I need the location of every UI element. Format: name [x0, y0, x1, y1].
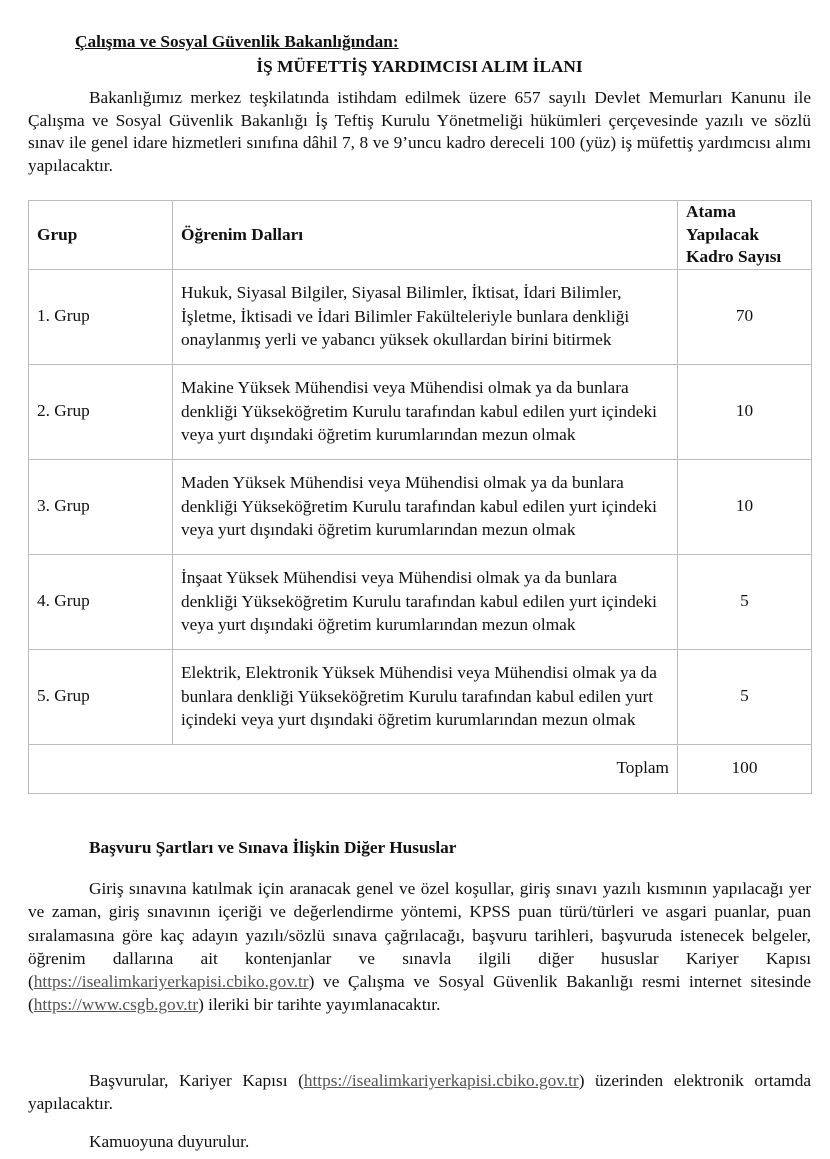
group-name: 5. Grup — [29, 649, 173, 744]
header-dallar: Öğrenim Dalları — [173, 201, 678, 270]
group-name: 3. Grup — [29, 459, 173, 554]
requirements-paragraph — [28, 877, 811, 1017]
group-fields: Hukuk, Siyasal Bilgiler, Siyasal Bilimler, İktisat, İdari Bilimler, İşletme, İktisadi ve İdari Bilimler Fakülteleriyle bunlara denkliği onaylanmış yerli ve yabancı yüksek okullardan birini bitirmek — [173, 269, 678, 364]
group-quota: 10 — [678, 459, 812, 554]
table-row — [29, 459, 812, 554]
application-paragraph — [28, 1070, 811, 1115]
group-name: 2. Grup — [29, 364, 173, 459]
paragraph-text: ) üzerinden elektronik ortamda yapılacaktır. — [28, 1071, 812, 1113]
total-value: 100 — [678, 744, 812, 793]
table-header-row — [29, 201, 812, 270]
group-quota: 70 — [678, 269, 812, 364]
group-quota: 5 — [678, 649, 812, 744]
paragraph-text: ) ileriki bir tarihte yayımlanacaktır. — [198, 995, 441, 1015]
paragraph-text: Giriş sınavına katılmak için aranacak genel ve özel koşullar, giriş sınavı yazılı kısmının yapılacağı yer ve zaman, giriş sınavının içeriği ve değerlendirme yöntemi, KPSS puan türü/türleri ve asgari puanlar, puan sıralamasına göre kaç adayın yazılı/sözlü sınava çağrılacağı, başvuru tarihleri, başvuruda istenecek belgeler, öğrenim dallarına ait kontenjanlar ve sınavla ilgili diğer hususlar Kariyer Kapısı ( — [28, 879, 811, 992]
closing-paragraph: Kamuoyuna duyurulur. — [89, 1132, 250, 1151]
group-quota: 10 — [678, 364, 812, 459]
kariyer-kapisi-link[interactable]: https://isealimkariyerkapisi.cbiko.gov.tr — [33, 972, 309, 992]
paragraph-text: Başvurular, Kariyer Kapısı ( — [89, 1071, 304, 1090]
csgb-link[interactable]: https://www.csgb.gov.tr — [33, 995, 199, 1015]
group-quota: 5 — [678, 554, 812, 649]
kariyer-kapisi-link[interactable]: https://isealimkariyerkapisi.cbiko.gov.tr — [303, 1071, 579, 1090]
ministry-heading: Çalışma ve Sosyal Güvenlik Bakanlığından: — [75, 32, 399, 51]
header-kadro: Atama Yapılacak Kadro Sayısı — [678, 201, 812, 270]
header-grup: Grup — [29, 201, 173, 270]
table-row — [29, 364, 812, 459]
group-table — [28, 200, 812, 794]
intro-paragraph: Bakanlığımız merkez teşkilatında istihdam edilmek üzere 657 sayılı Devlet Memurları Kanunu ile Çalışma ve Sosyal Güvenlik Bakanlığı İş Teftiş Kurulu Yönetmeliği hükümleri çerçevesinde yazılı ve sözlü sınav ile genel idare hizmetleri sınıfına dâhil 7, 8 ve 9’uncu kadro dereceli 100 (yüz) iş müfettiş yardımcısı alımı yapılacaktır. — [28, 88, 811, 175]
group-name: 1. Grup — [29, 269, 173, 364]
announcement-title: İŞ MÜFETTİŞ YARDIMCISI ALIM İLANI — [256, 57, 583, 76]
group-name: 4. Grup — [29, 554, 173, 649]
group-fields: Makine Yüksek Mühendisi veya Mühendisi olmak ya da bunlara denkliği Yükseköğretim Kurulu tarafından kabul edilen yurt içindeki veya yurt dışındaki öğretim kurumlarından mezun olmak — [173, 364, 678, 459]
group-fields: Elektrik, Elektronik Yüksek Mühendisi veya Mühendisi olmak ya da bunlara denkliği Yükseköğretim Kurulu tarafından kabul edilen yurt içindeki veya yurt dışındaki öğretim kurumlarından mezun olmak — [173, 649, 678, 744]
paragraph-text: ) ve Çalışma ve Sosyal Güvenlik Bakanlığı resmi internet sitesinde ( — [28, 972, 811, 1015]
table-row — [29, 554, 812, 649]
group-fields: Maden Yüksek Mühendisi veya Mühendisi olmak ya da bunlara denkliği Yükseköğretim Kurulu tarafından kabul edilen yurt içindeki veya yurt dışındaki öğretim kurumlarından mezun olmak — [173, 459, 678, 554]
table-row — [29, 649, 812, 744]
table-total-row — [29, 744, 812, 793]
group-fields: İnşaat Yüksek Mühendisi veya Mühendisi olmak ya da bunlara denkliği Yükseköğretim Kurulu tarafından kabul edilen yurt içindeki veya yurt dışındaki öğretim kurumlarından mezun olmak — [173, 554, 678, 649]
section-title: Başvuru Şartları ve Sınava İlişkin Diğer Hususlar — [89, 838, 457, 857]
table-row — [29, 269, 812, 364]
total-label: Toplam — [29, 744, 678, 793]
